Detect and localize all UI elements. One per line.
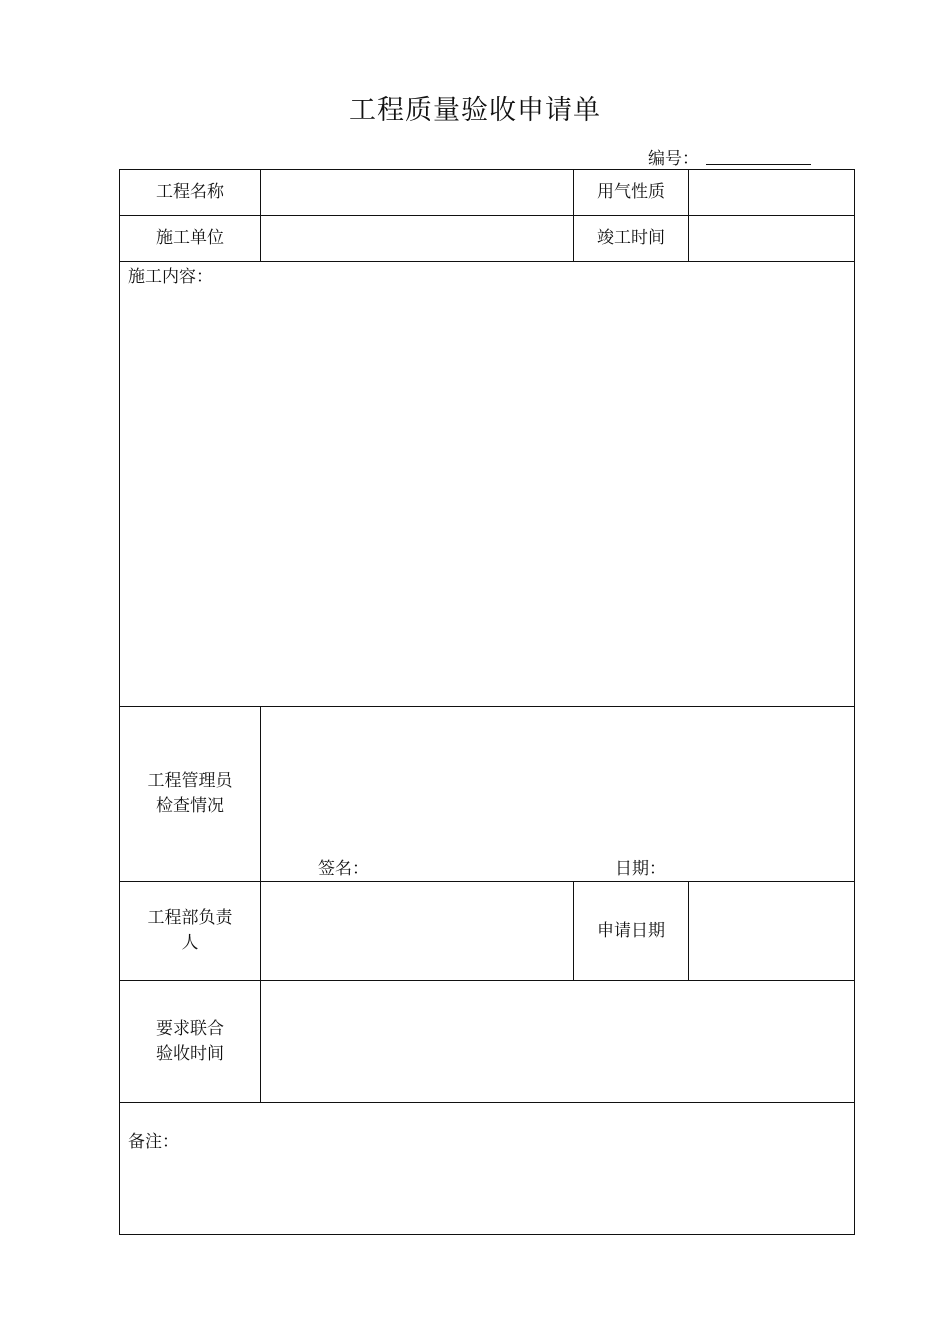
application-date-field[interactable] bbox=[689, 882, 854, 980]
document-title: 工程质量验收申请单 bbox=[349, 95, 601, 126]
date-label: 日期： bbox=[615, 859, 666, 879]
joint-acceptance-label-line1: 要求联合 bbox=[156, 1018, 224, 1039]
project-name-field[interactable] bbox=[261, 170, 573, 215]
dept-head-label bbox=[120, 882, 260, 980]
gas-nature-label: 用气性质 bbox=[597, 182, 665, 202]
serial-number-field[interactable] bbox=[706, 164, 811, 165]
completion-time-label: 竣工时间 bbox=[597, 228, 665, 248]
construction-unit-label: 施工单位 bbox=[156, 228, 224, 248]
application-date-label: 申请日期 bbox=[597, 920, 665, 941]
dept-head-label-line2: 人 bbox=[181, 933, 199, 953]
manager-check-label-line1: 工程管理员 bbox=[147, 771, 233, 791]
project-name-label: 工程名称 bbox=[156, 182, 224, 202]
dept-head-field[interactable] bbox=[261, 882, 573, 980]
completion-time-field[interactable] bbox=[689, 216, 854, 261]
manager-check-label-line2: 检查情况 bbox=[156, 796, 224, 816]
remarks-label: 备注： bbox=[128, 1132, 179, 1152]
manager-check-label bbox=[120, 707, 260, 881]
row-divider bbox=[120, 261, 854, 262]
manager-check-field[interactable] bbox=[261, 707, 854, 847]
joint-acceptance-field[interactable] bbox=[261, 981, 854, 1102]
joint-acceptance-label-line2: 验收时间 bbox=[156, 1043, 224, 1064]
signature-label: 签名： bbox=[318, 859, 369, 879]
joint-acceptance-label bbox=[120, 981, 260, 1102]
construction-unit-field[interactable] bbox=[261, 216, 573, 261]
construction-content-field[interactable] bbox=[120, 290, 854, 700]
serial-number-label: 编号： bbox=[648, 149, 699, 169]
construction-content-label: 施工内容： bbox=[128, 267, 213, 287]
application-form-table bbox=[119, 169, 855, 1235]
remarks-field[interactable] bbox=[120, 1155, 854, 1233]
gas-nature-field[interactable] bbox=[689, 170, 854, 215]
row-divider bbox=[120, 1102, 854, 1103]
dept-head-label-line1: 工程部负责 bbox=[147, 908, 233, 928]
